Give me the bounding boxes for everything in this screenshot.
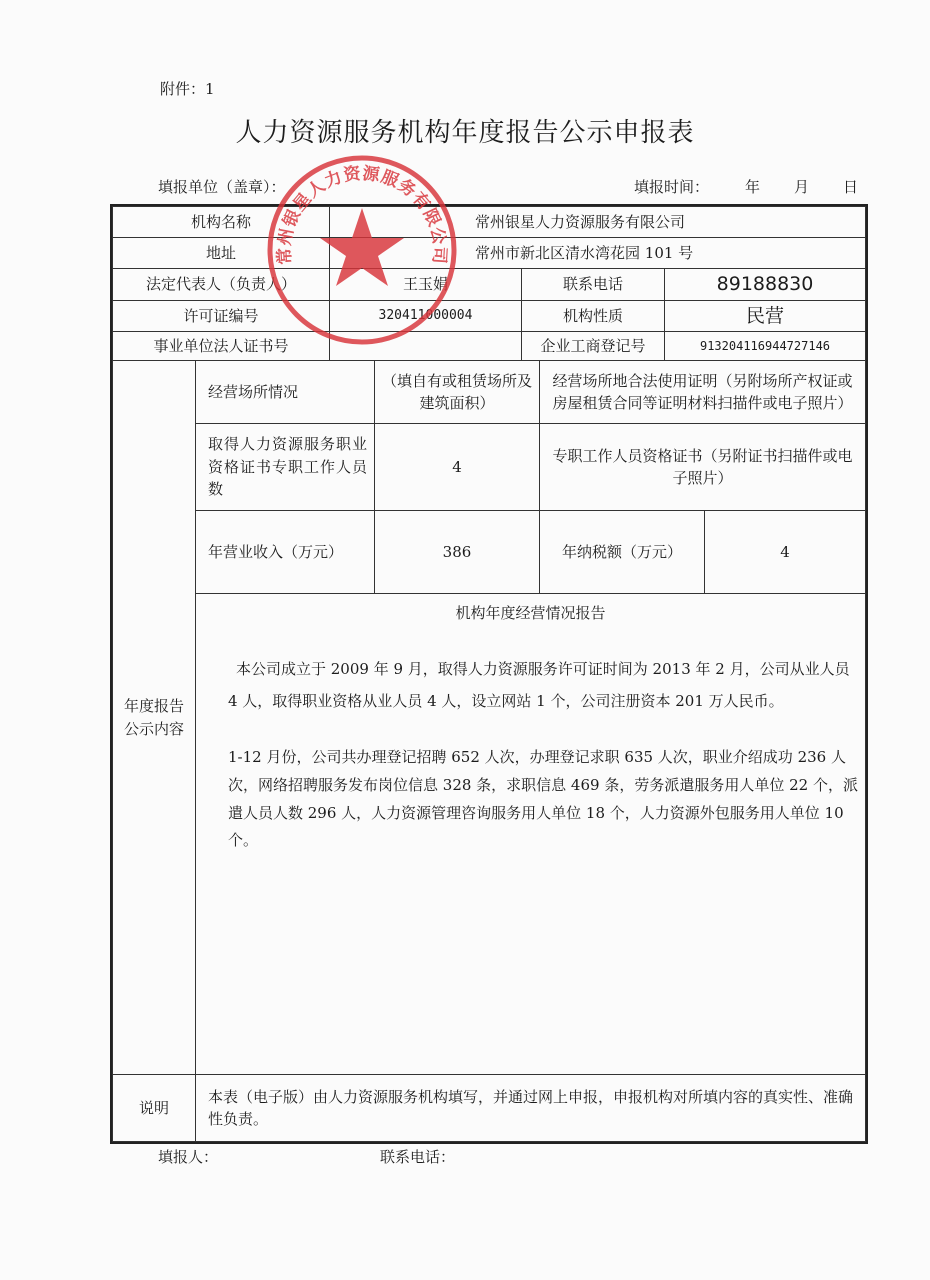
nature-value: 民营: [664, 300, 866, 332]
phone-label: 联系电话: [521, 268, 665, 301]
form-title: 人力资源服务机构年度报告公示申报表: [235, 118, 695, 148]
premises-proof: 经营场所地合法使用证明（另附场所产权证或房屋租赁合同等证明材料扫描件或电子照片）: [539, 360, 866, 424]
license-value: 320411000004: [329, 300, 522, 332]
staff-cert: 专职工作人员资格证书（另附证书扫描件或电子照片）: [539, 423, 866, 511]
day-label: 日: [843, 178, 859, 196]
org-name-value: 常州银星人力资源服务有限公司: [329, 206, 866, 238]
legal-rep-value: 王玉娟: [329, 268, 522, 301]
license-label: 许可证编号: [112, 300, 330, 332]
reg-value: 913204116944727146: [664, 331, 866, 361]
annual-section-label: 年度报告公示内容: [112, 360, 196, 1075]
address-value: 常州市新北区清水湾花园 101 号: [329, 237, 866, 269]
note-label: 说明: [112, 1074, 196, 1142]
year-label: 年: [745, 178, 761, 196]
report-title: 机构年度经营情况报告: [455, 604, 606, 622]
report-paragraph-2: 1-12 月份，公司共办理登记招聘 652 人次，办理登记求职 635 人次，职业介绍成功 236 人次，网络招聘服务发布岗位信息 328 条，求职信息 469 条，劳务派遣服务用人单位 22 个，派遣人员人数 296 人，人力资源管理咨询服务用人单位 18 个，人力资源外包服务用人单位 10 个。: [228, 748, 858, 850]
month-label: 月: [794, 178, 810, 196]
filing-unit-label: 填报单位（盖章）：: [158, 178, 286, 196]
seal-star-icon: [320, 208, 404, 286]
staff-label: 取得人力资源服务职业资格证书专职工作人员数: [195, 423, 375, 511]
attachment-label: 附件：1: [160, 80, 215, 98]
phone-value: 89188830: [664, 268, 866, 301]
premises-label: 经营场所情况: [195, 360, 375, 424]
org-name-label: 机构名称: [112, 206, 330, 238]
form-table: [110, 204, 868, 1144]
tax-value: 4: [704, 510, 866, 594]
revenue-value: 386: [374, 510, 540, 594]
annual-report-box: [195, 593, 866, 1075]
report-paragraph-1: 本公司成立于 2009 年 9 月，取得人力资源服务许可证时间为 2013 年 2 月，公司从业人员 4 人，取得职业资格从业人员 4 人，设立网站 1 个，公司注册资本 201 万人民币。: [228, 660, 850, 710]
revenue-label: 年营业收入（万元）: [195, 510, 375, 594]
filing-time-label: 填报时间：: [634, 178, 710, 196]
seal-text: 常州银星人力资源服务有限公司: [274, 163, 450, 266]
filler-label: 填报人：: [158, 1148, 219, 1166]
nature-label: 机构性质: [521, 300, 665, 332]
cert-label: 事业单位法人证书号: [112, 331, 330, 361]
reg-label: 企业工商登记号: [521, 331, 665, 361]
footer-phone-label: 联系电话：: [380, 1148, 456, 1166]
filing-date-fields: [745, 176, 892, 197]
company-seal: [262, 150, 462, 350]
tax-label: 年纳税额（万元）: [539, 510, 705, 594]
legal-rep-label: 法定代表人（负责人）: [112, 268, 330, 301]
premises-hint: （填自有或租赁场所及建筑面积）: [374, 360, 540, 424]
note-text: 本表（电子版）由人力资源服务机构填写，并通过网上申报，申报机构对所填内容的真实性、准确性负责。: [195, 1074, 866, 1142]
staff-count: 4: [374, 423, 540, 511]
address-label: 地址: [112, 237, 330, 269]
